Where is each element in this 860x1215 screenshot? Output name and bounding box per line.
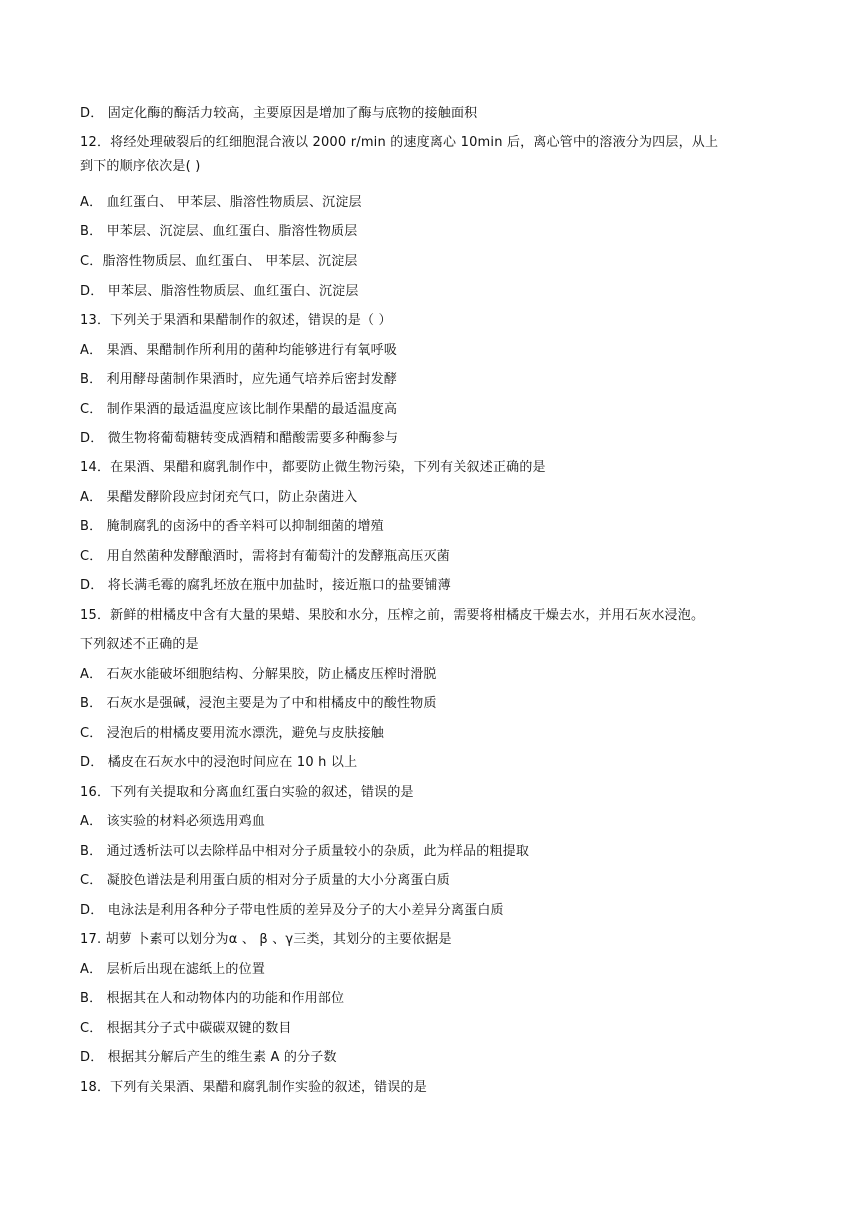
option-d-q13: D． 微生物将葡萄糖转变成酒精和醋酸需要多种酶参与 bbox=[80, 431, 399, 446]
option-b-q13: B． 利用酵母菌制作果酒时，应先通气培养后密封发酵 bbox=[80, 372, 398, 387]
question-16-stem: 16．下列有关提取和分离血红蛋白实验的叙述，错误的是 bbox=[80, 785, 414, 800]
option-a-q13: A． 果酒、果醋制作所利用的菌种均能够进行有氧呼吸 bbox=[80, 343, 398, 358]
question-12-stem: 12．将经处理破裂后的红细胞混合液以 2000 r/min 的速度离心 10min 后，离心管中的溶液分为四层，从上 bbox=[80, 135, 719, 150]
question-18-stem: 18．下列有关果酒、果醋和腐乳制作实验的叙述，错误的是 bbox=[80, 1080, 427, 1095]
option-a-q16: A． 该实验的材料必须选用鸡血 bbox=[80, 814, 266, 829]
option-c-q13: C． 制作果酒的最适温度应该比制作果醋的最适温度高 bbox=[80, 402, 398, 417]
option-a-q14: A． 果醋发酵阶段应封闭充气口，防止杂菌进入 bbox=[80, 490, 358, 505]
option-c-q15: C． 浸泡后的柑橘皮要用流水漂洗，避免与皮肤接触 bbox=[80, 726, 385, 741]
option-b-q17: B． 根据其在人和动物体内的功能和作用部位 bbox=[80, 991, 345, 1006]
option-b-q12: B． 甲苯层、沉淀层、血红蛋白、脂溶性物质层 bbox=[80, 224, 358, 239]
option-d-q14: D． 将长满毛霉的腐乳坯放在瓶中加盐时，接近瓶口的盐要铺薄 bbox=[80, 578, 451, 593]
option-a-q17: A． 层析后出现在滤纸上的位置 bbox=[80, 962, 266, 977]
option-a-q15: A． 石灰水能破坏细胞结构、分解果胶，防止橘皮压榨时滑脱 bbox=[80, 667, 437, 682]
question-15-stem: 15．新鲜的柑橘皮中含有大量的果蜡、果胶和水分，压榨之前，需要将柑橘皮干燥去水，并用石灰水浸泡。 bbox=[80, 608, 705, 623]
option-d-q17: D． 根据其分解后产生的维生素 A 的分子数 bbox=[80, 1050, 337, 1065]
option-b-q16: B． 通过透析法可以去除样品中相对分子质量较小的杂质，此为样品的粗提取 bbox=[80, 844, 530, 859]
option-c-q17: C． 根据其分子式中碳碳双键的数目 bbox=[80, 1021, 292, 1036]
question-13-stem: 13．下列关于果酒和果醋制作的叙述，错误的是（ ） bbox=[80, 313, 392, 328]
question-15-stem-cont: 下列叙述不正确的是 bbox=[80, 637, 199, 652]
question-14-stem: 14．在果酒、果醋和腐乳制作中，都要防止微生物污染，下列有关叙述正确的是 bbox=[80, 460, 546, 475]
option-c-q14: C． 用自然菌种发酵酿酒时，需将封有葡萄汁的发酵瓶高压灭菌 bbox=[80, 549, 451, 564]
question-17-stem: 17. 胡萝 卜素可以划分为α 、 β 、γ三类，其划分的主要依据是 bbox=[80, 932, 452, 947]
option-c-q12: C．脂溶性物质层、血红蛋白、 甲苯层、沉淀层 bbox=[80, 254, 358, 269]
option-b-q15: B． 石灰水是强碱，浸泡主要是为了中和柑橘皮中的酸性物质 bbox=[80, 696, 437, 711]
option-b-q14: B． 腌制腐乳的卤汤中的香辛料可以抑制细菌的增殖 bbox=[80, 519, 384, 534]
question-12-stem-cont: 到下的顺序依次是( ) bbox=[80, 159, 201, 174]
option-d-q12: D． 甲苯层、脂溶性物质层、血红蛋白、沉淀层 bbox=[80, 284, 359, 299]
option-c-q16: C． 凝胶色谱法是利用蛋白质的相对分子质量的大小分离蛋白质 bbox=[80, 873, 451, 888]
option-d-q15: D． 橘皮在石灰水中的浸泡时间应在 10 h 以上 bbox=[80, 755, 358, 770]
option-a-q12: A． 血红蛋白、 甲苯层、脂溶性物质层、沉淀层 bbox=[80, 195, 362, 210]
option-d-q16: D． 电泳法是利用各种分子带电性质的差异及分子的大小差异分离蛋白质 bbox=[80, 903, 504, 918]
option-d-q11: D． 固定化酶的酶活力较高，主要原因是增加了酶与底物的接触面积 bbox=[80, 106, 478, 121]
